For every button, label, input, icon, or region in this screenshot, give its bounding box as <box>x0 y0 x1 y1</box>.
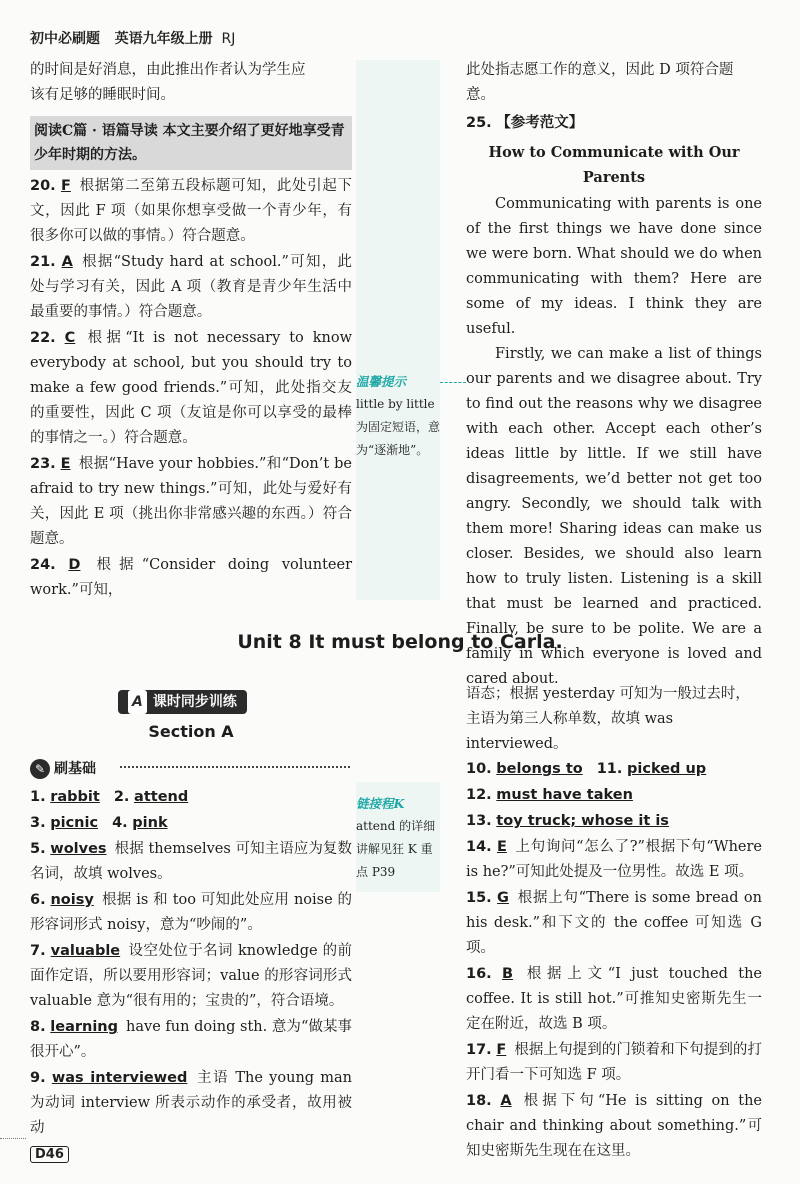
left-column-top <box>30 58 352 604</box>
page-number <box>30 1146 69 1163</box>
explanation-text: 根据下句“He is sitting on the chair and thinking about something.”可知史密斯先生现在在这里。 <box>466 1093 763 1159</box>
margin-strip <box>356 60 440 600</box>
answer-text: A <box>500 1093 512 1109</box>
answer-item <box>30 785 352 810</box>
item-number: 3. <box>30 815 46 831</box>
answer-item <box>30 811 352 836</box>
badge-letter: A <box>128 690 147 714</box>
item-number: 6. <box>30 892 46 908</box>
tip-arrow <box>440 382 466 383</box>
item-number: 16. <box>466 966 492 982</box>
tip-label-1: 温馨提示 <box>356 374 407 389</box>
item-number: 15. <box>466 890 492 906</box>
unit-title: Unit 8 It must belong to Carla. <box>237 631 563 653</box>
answer-text: B <box>502 966 514 982</box>
book-title: 初中必刷题 <box>30 31 100 47</box>
answer-text: picked up <box>627 761 707 777</box>
lesson-badge <box>118 690 247 714</box>
item-number: 12. <box>466 787 492 803</box>
item-number: 17. <box>466 1042 492 1058</box>
explanation-text: 根据“It is not necessary to know everybody at school, but you should try to make a few good friends.”可知，此处指交友的重要性，因此 C 项（友谊是你可以享受的最棒的事情之一。）符合题意。 <box>30 330 352 446</box>
answer-text: C <box>64 330 76 346</box>
item-number: 20. <box>30 178 56 194</box>
answer-item <box>466 835 762 885</box>
answer-text: belongs to <box>496 761 583 777</box>
explanation-text: 根据 is 和 too 可知此处应用 noise 的形容词形式 noisy，意为“吵闹的”。 <box>30 892 352 933</box>
answer-item <box>466 886 762 961</box>
tip-text-1: little by little 为固定短语，意为“逐渐地”。 <box>356 397 441 457</box>
answer-item <box>30 452 352 552</box>
explanation-text: 根据上文“I just touched the coffee. It is still hot.”可推知史密斯先生一定在附近，故选 B 项。 <box>466 966 762 1032</box>
section-title: Section A <box>148 722 234 741</box>
explanation-text: 根据上句提到的门锁着和下句提到的打开门看一下可知选 F 项。 <box>466 1042 763 1083</box>
explanation-text: 上句询问“怎么了?”根据下句“Where is he?”可知此处提及一位男性。故选 E 项。 <box>466 839 762 880</box>
explanation-text: 根据第二至第五段标题可知，此处引起下文，因此 F 项（如果你想享受做一个青少年，有很多你可以做的事情。）符合题意。 <box>30 178 353 244</box>
answer-text: attend <box>134 789 189 805</box>
item-25-label: 【参考范文】 <box>496 114 584 131</box>
answer-item <box>30 553 352 603</box>
answer-item <box>30 939 352 1014</box>
continued-line-1: 的时间是好消息，由此推出作者认为学生应 <box>30 62 306 78</box>
answer-text: was interviewed <box>51 1070 188 1086</box>
item-number: 5. <box>30 841 46 857</box>
item-number: 18. <box>466 1093 492 1109</box>
tip-box-1 <box>356 370 440 462</box>
item-number: 21. <box>30 254 56 270</box>
continued-answer-24: 此处指志愿工作的意义，因此 D 项符合题意。 <box>466 62 734 103</box>
answer-item <box>30 326 352 451</box>
answer-item <box>466 1038 762 1088</box>
essay-paragraph: Firstly, we can make a list of things our parents and we disagree about. Try to find out the reasons why we disagree with each other. Accept each other’s ideas little by little. If we still have disagreements, we’d better not get too angry. Secondly, we should talk with them more! Sharing ideas can make us closer. Besides, we should also learn how to truly listen. Listening is a skill that must be learned and practiced. Finally, be sure to be polite. We are a family in which everyone is loved and cared about. <box>466 346 762 687</box>
explanation-text: 设空处位于名词 knowledge 的前面作定语，所以要用形容词；value 的形容词形式 valuable 意为“很有用的；宝贵的”，符合语境。 <box>30 943 352 1009</box>
answer-text: toy truck; whose it is <box>496 813 669 829</box>
answer-item <box>30 837 352 887</box>
page-number-label: D46 <box>30 1146 69 1163</box>
answer-item <box>30 174 352 249</box>
answer-text: F <box>60 178 71 194</box>
answer-text: G <box>497 890 509 906</box>
corner-dotline <box>0 1138 26 1139</box>
item-number: 14. <box>466 839 492 855</box>
item-number: 24. <box>30 557 56 573</box>
left-column-bottom <box>30 785 352 1142</box>
dotted-divider <box>120 766 350 768</box>
page-header <box>30 28 235 48</box>
answer-item <box>30 888 352 938</box>
explanation-text: 主语 The young man 为动词 interview 所表示动作的承受者，故用被动 <box>30 1070 353 1136</box>
answer-item <box>466 757 762 782</box>
basic-label: 刷基础 <box>54 761 96 777</box>
item-number: 10. <box>466 761 492 777</box>
answer-item <box>30 1066 352 1141</box>
answer-text: A <box>61 254 73 270</box>
item-number: 13. <box>466 813 492 829</box>
subject-title: 英语九年级上册 <box>114 31 213 47</box>
answer-text: must have taken <box>496 787 633 803</box>
answer-text: D <box>68 557 81 573</box>
answer-item <box>30 250 352 325</box>
tip-box-2 <box>356 792 440 884</box>
item-number: 25. <box>466 115 492 131</box>
answer-list-bottom-right <box>466 757 762 1164</box>
answer-item <box>466 809 762 834</box>
answer-item <box>466 783 762 808</box>
item-number: 22. <box>30 330 56 346</box>
answer-text: valuable <box>50 943 121 959</box>
answer-item <box>466 1089 762 1164</box>
explanation-text: have fun doing sth. 意为“做某事很开心”。 <box>30 1019 353 1060</box>
explanation-text: 根据“Consider doing volunteer work.”可知， <box>30 557 352 598</box>
answer-text: F <box>496 1042 507 1058</box>
answer-text: noisy <box>50 892 94 908</box>
item-number: 4. <box>112 815 128 831</box>
answer-text: wolves <box>50 841 107 857</box>
tip-text-2: attend 的详细讲解见狂 K 重点 P39 <box>356 819 436 879</box>
continued-answer-9: 语态；根据 yesterday 可知为一般过去时，主语为第三人称单数，故填 was interviewed。 <box>466 686 750 752</box>
explanation-text: 根据“Have your hobbies.”和“Don’t be afraid to try new things.”可知，此处与爱好有关，因此 E 项（挑出你非常感兴趣的东西。）符合题意。 <box>30 456 352 547</box>
item-number: 9. <box>30 1070 46 1086</box>
item-25-heading <box>466 110 762 136</box>
right-column-top <box>466 58 762 692</box>
explanation-text: 根据 themselves 可知主语应为复数名词，故填 wolves。 <box>30 841 352 882</box>
tip-label-2: 链接程K <box>356 796 405 811</box>
answer-text: learning <box>50 1019 119 1035</box>
answer-text: picnic <box>50 815 99 831</box>
answer-item <box>466 962 762 1037</box>
answer-text: rabbit <box>50 789 100 805</box>
answer-item <box>30 1015 352 1065</box>
item-number: 7. <box>30 943 46 959</box>
essay-paragraph: Communicating with parents is one of the first things we have done since we were born. What should we do when communicating with them? Here are some of my ideas. I think they are useful. <box>466 196 762 337</box>
continued-line-2: 该有足够的睡眠时间。 <box>30 87 175 103</box>
item-number: 23. <box>30 456 56 472</box>
reading-intro-box: 阅读C篇 · 语篇导读 本文主要介绍了更好地享受青少年时期的方法。 <box>30 116 352 170</box>
answer-list-bottom-left <box>30 785 352 1141</box>
edition-label: RJ <box>221 31 236 47</box>
badge-label: 课时同步训练 <box>152 694 237 710</box>
explanation-text: 根据上句“There is some bread on his desk.”和下文的 the coffee 可知选 G 项。 <box>466 890 762 956</box>
item-number: 11. <box>596 761 623 777</box>
item-number: 8. <box>30 1019 46 1035</box>
essay-title: How to Communicate with Our Parents <box>488 144 740 186</box>
basic-badge <box>30 758 96 779</box>
answer-list-top <box>30 174 352 603</box>
item-number: 2. <box>113 789 130 805</box>
explanation-text: 根据“Study hard at school.”可知，此处与学习有关，因此 A 项（教育是青少年生活中最重要的事情。）符合题意。 <box>30 254 352 320</box>
right-column-bottom <box>466 682 762 1165</box>
answer-text: E <box>496 839 507 855</box>
answer-text: E <box>60 456 71 472</box>
pencil-icon: ✎ <box>30 759 50 779</box>
answer-text: pink <box>132 815 168 831</box>
item-number: 1. <box>30 789 46 805</box>
